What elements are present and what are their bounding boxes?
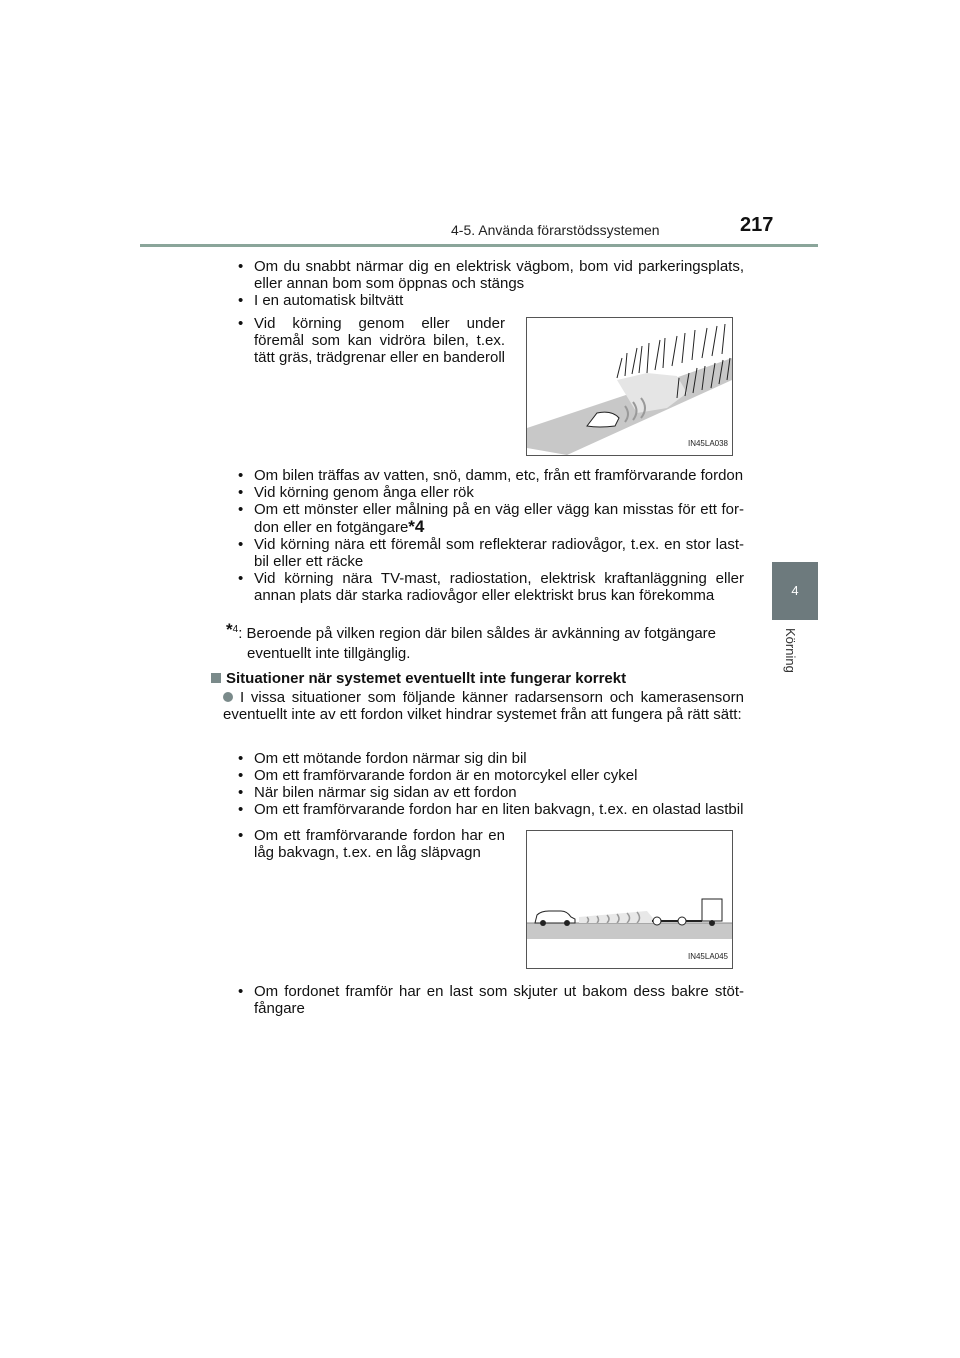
footnote-text: : Beroende på vilken region där bilen såldes är avkänning av fotgängare xyxy=(238,625,717,642)
bullet-list xyxy=(237,827,505,861)
bullet-list xyxy=(237,750,744,818)
list-item: • När bilen närmar sig sidan av ett fordon xyxy=(237,784,744,801)
footnote-number: 4 xyxy=(232,624,239,635)
footnote-text-line2: eventuellt inte tillgänglig. xyxy=(247,645,411,662)
list-item: • Om ett framförvarande fordon har en liten bakvagn, t.ex. en olastad lastbil xyxy=(237,801,744,818)
figure-code: IN45LA045 xyxy=(687,952,728,961)
footnote xyxy=(226,621,744,662)
illustration-low-trailer xyxy=(526,830,733,969)
figure-code: IN45LA038 xyxy=(687,439,728,448)
list-item: • Vid körning genom ånga eller rök xyxy=(237,484,744,501)
footnote-mark: * xyxy=(226,620,233,639)
list-item: • Om fordonet framför har en last som skjuter ut bakom dess bakre stöt-fångare xyxy=(237,983,744,1017)
list-item: • Om ett framförvarande fordon har en låg bakvagn, t.ex. en låg släpvagn xyxy=(237,827,505,861)
list-item: • Om du snabbt närmar dig en elektrisk vägbom, bom vid parkeringsplats, eller annan bom som öppnas och stängs xyxy=(237,258,744,292)
list-item: • Om ett mötande fordon närmar sig din bil xyxy=(237,750,744,767)
section-heading xyxy=(211,670,626,687)
section-title: 4-5. Använda förarstödssystemen xyxy=(451,222,660,238)
section-heading-text: Situationer när systemet eventuellt inte fungerar korrekt xyxy=(226,670,627,687)
chapter-tab: 4 xyxy=(772,562,818,620)
list-item: • I en automatisk biltvätt xyxy=(237,292,744,309)
list-item: • Vid körning nära TV-mast, radiostation, elektrisk kraftanläggning eller annan plats där starka radiovågor eller elektriskt brus kan förekomma xyxy=(237,570,744,604)
bullet-list xyxy=(237,983,744,1017)
bullet-list xyxy=(237,315,505,366)
list-item: • Vid körning genom eller under föremål som kan vidröra bilen, t.ex. tätt gräs, trädgrenar eller en banderoll xyxy=(237,315,505,366)
list-item: • Om bilen träffas av vatten, snö, damm, etc, från ett framförvarande fordon xyxy=(237,467,744,484)
list-item-text: Om ett mönster eller målning på en väg eller vägg kan misstas för ett for-don eller en fotgängare xyxy=(254,501,744,536)
intro-paragraph-text: I vissa situationer som följande känner radarsensorn och kamerasensorn eventuellt inte av ett fordon vilket hindrar systemet från att fungera på rätt sätt: xyxy=(223,689,744,723)
footnote-reference: *4 xyxy=(408,517,425,536)
circle-bullet-icon xyxy=(223,692,233,702)
square-bullet-icon xyxy=(211,673,221,683)
list-item: • Vid körning nära ett föremål som reflekterar radiovågor, t.ex. en stor last-bil eller ett räcke xyxy=(237,536,744,570)
page-number: 217 xyxy=(740,214,774,236)
illustration-grass-road xyxy=(526,317,733,456)
list-item: • Om ett framförvarande fordon är en motorcykel eller cykel xyxy=(237,767,744,784)
header-divider xyxy=(140,244,818,247)
intro-paragraph xyxy=(223,689,744,723)
list-item xyxy=(237,501,744,536)
chapter-label: Körning xyxy=(783,628,798,673)
bullet-list xyxy=(237,467,744,604)
bullet-list xyxy=(237,258,744,309)
